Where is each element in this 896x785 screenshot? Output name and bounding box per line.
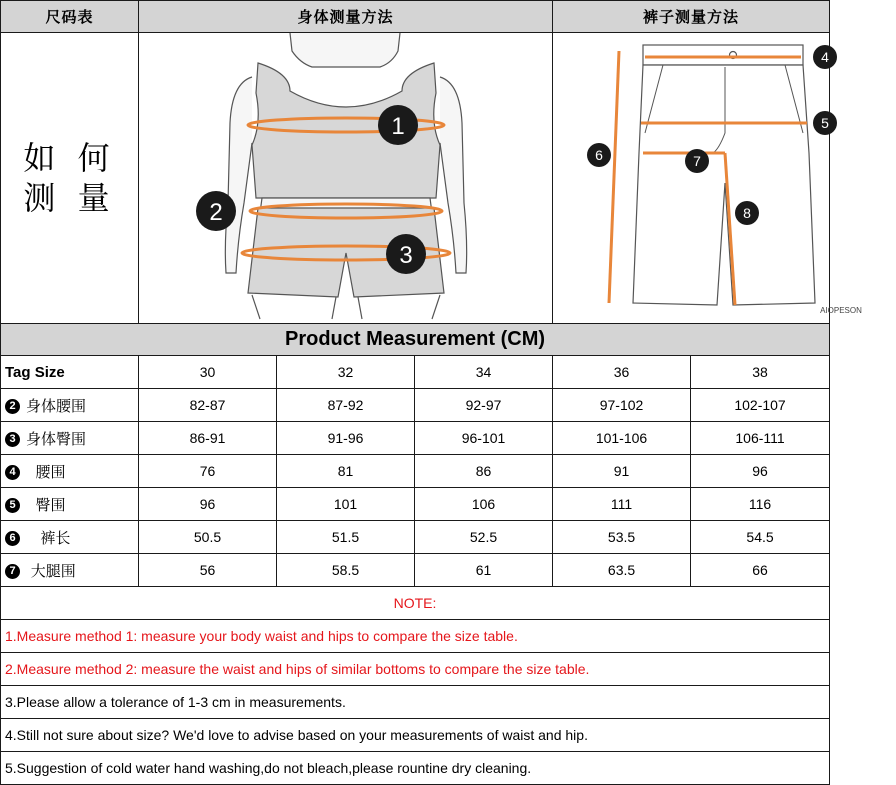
note-line-5: 5.Suggestion of cold water hand washing,do not bleach,please rountine dry cleaning. xyxy=(1,752,830,785)
table-cell: 91-96 xyxy=(277,422,415,455)
svg-text:2: 2 xyxy=(208,199,223,226)
size-col-34: 34 xyxy=(415,356,553,389)
table-row xyxy=(1,554,830,587)
marker-icon: 6 xyxy=(5,531,20,546)
row-label: 5 臀围 xyxy=(1,488,139,521)
table-cell: 91 xyxy=(553,455,691,488)
table-cell: 63.5 xyxy=(553,554,691,587)
row-label: 2 身体腰围 xyxy=(1,389,139,422)
product-measurement-title-row xyxy=(1,324,830,356)
table-cell: 56 xyxy=(139,554,277,587)
tag-size-label: Tag Size xyxy=(1,356,139,389)
size-chart-heading: 尺码表 xyxy=(1,1,139,33)
table-cell: 86 xyxy=(415,455,553,488)
waistband xyxy=(643,45,803,65)
table-row xyxy=(1,422,830,455)
marker-icon: 5 xyxy=(5,498,20,513)
table-cell: 106-111 xyxy=(691,422,830,455)
note-line-2: 2.Measure method 2: measure the waist and hips of similar bottoms to compare the size table. xyxy=(1,653,830,686)
svg-text:1: 1 xyxy=(390,113,405,140)
table-cell: 111 xyxy=(553,488,691,521)
pants-marker-4 xyxy=(813,45,837,69)
marker-icon: 7 xyxy=(5,564,20,579)
size-col-38: 38 xyxy=(691,356,830,389)
legs xyxy=(252,295,440,319)
table-cell: 96 xyxy=(139,488,277,521)
how-to-measure-cell xyxy=(1,33,139,324)
right-arm xyxy=(440,77,467,273)
table-cell: 81 xyxy=(277,455,415,488)
table-cell: 52.5 xyxy=(415,521,553,554)
table-cell: 116 xyxy=(691,488,830,521)
figure-row xyxy=(1,33,830,324)
body-marker-3 xyxy=(386,234,426,274)
header-row xyxy=(1,1,830,33)
table-cell: 61 xyxy=(415,554,553,587)
table-cell: 97-102 xyxy=(553,389,691,422)
svg-text:3: 3 xyxy=(398,242,413,269)
marker-icon: 3 xyxy=(5,432,20,447)
svg-text:7: 7 xyxy=(693,153,701,169)
table-row xyxy=(1,488,830,521)
svg-text:8: 8 xyxy=(743,205,751,221)
table-cell: 101-106 xyxy=(553,422,691,455)
marker-icon: 4 xyxy=(5,465,20,480)
svg-text:5: 5 xyxy=(821,115,829,131)
pants-method-heading: 裤子测量方法 xyxy=(553,1,830,33)
table-cell: 76 xyxy=(139,455,277,488)
table-cell: 66 xyxy=(691,554,830,587)
body-measurement-illustration xyxy=(140,33,552,319)
table-cell: 101 xyxy=(277,488,415,521)
table-cell: 58.5 xyxy=(277,554,415,587)
row-label: 6 裤长 xyxy=(1,521,139,554)
table-cell: 51.5 xyxy=(277,521,415,554)
row-label: 4 腰围 xyxy=(1,455,139,488)
how-to-measure-text xyxy=(1,138,138,218)
table-cell: 54.5 xyxy=(691,521,830,554)
table-cell: 53.5 xyxy=(553,521,691,554)
pants-figure-cell xyxy=(553,33,862,324)
table-cell: 82-87 xyxy=(139,389,277,422)
table-cell: 102-107 xyxy=(691,389,830,422)
row-label: 7 大腿围 xyxy=(1,554,139,587)
tag-size-row xyxy=(1,356,830,389)
neck-outline xyxy=(290,33,400,67)
note-title: NOTE: xyxy=(1,587,830,620)
length-tape-line xyxy=(609,51,619,303)
table-cell: 86-91 xyxy=(139,422,277,455)
size-col-32: 32 xyxy=(277,356,415,389)
body-marker-1 xyxy=(378,105,418,145)
note-line-1: 1.Measure method 1: measure your body waist and hips to compare the size table. xyxy=(1,620,830,653)
pants-marker-8 xyxy=(735,201,759,225)
table-cell: 96-101 xyxy=(415,422,553,455)
table-cell: 92-97 xyxy=(415,389,553,422)
note-row xyxy=(1,752,830,785)
row-label: 3 身体臀围 xyxy=(1,422,139,455)
size-col-36: 36 xyxy=(553,356,691,389)
pants-marker-7 xyxy=(685,149,709,173)
note-row xyxy=(1,686,830,719)
table-cell: 96 xyxy=(691,455,830,488)
note-line-3: 3.Please allow a tolerance of 1-3 cm in measurements. xyxy=(1,686,830,719)
product-measurement-title: Product Measurement (CM) xyxy=(1,324,830,356)
note-row xyxy=(1,653,830,686)
marker-icon: 2 xyxy=(5,399,20,414)
note-row xyxy=(1,719,830,752)
left-arm xyxy=(225,77,252,273)
body-marker-2 xyxy=(196,191,236,231)
note-title-row xyxy=(1,587,830,620)
pants-marker-6 xyxy=(587,143,611,167)
svg-text:4: 4 xyxy=(821,49,829,65)
table-row xyxy=(1,389,830,422)
how-to-measure-line-2: 测 量 xyxy=(23,179,116,217)
size-col-30: 30 xyxy=(139,356,277,389)
pants-marker-5 xyxy=(813,111,837,135)
body-method-heading: 身体测量方法 xyxy=(139,1,553,33)
table-row xyxy=(1,455,830,488)
note-row xyxy=(1,620,830,653)
pants-measurement-illustration xyxy=(553,33,896,319)
table-cell: 50.5 xyxy=(139,521,277,554)
pants-outline xyxy=(633,65,815,305)
table-cell: 87-92 xyxy=(277,389,415,422)
body-figure-cell xyxy=(139,33,553,324)
svg-text:6: 6 xyxy=(595,147,603,163)
note-line-4: 4.Still not sure about size? We'd love to advise based on your measurements of waist and hip. xyxy=(1,719,830,752)
table-row xyxy=(1,521,830,554)
table-cell: 106 xyxy=(415,488,553,521)
brand-watermark: AIOPESON xyxy=(820,306,862,315)
how-to-measure-line-1: 如 何 xyxy=(23,139,116,177)
